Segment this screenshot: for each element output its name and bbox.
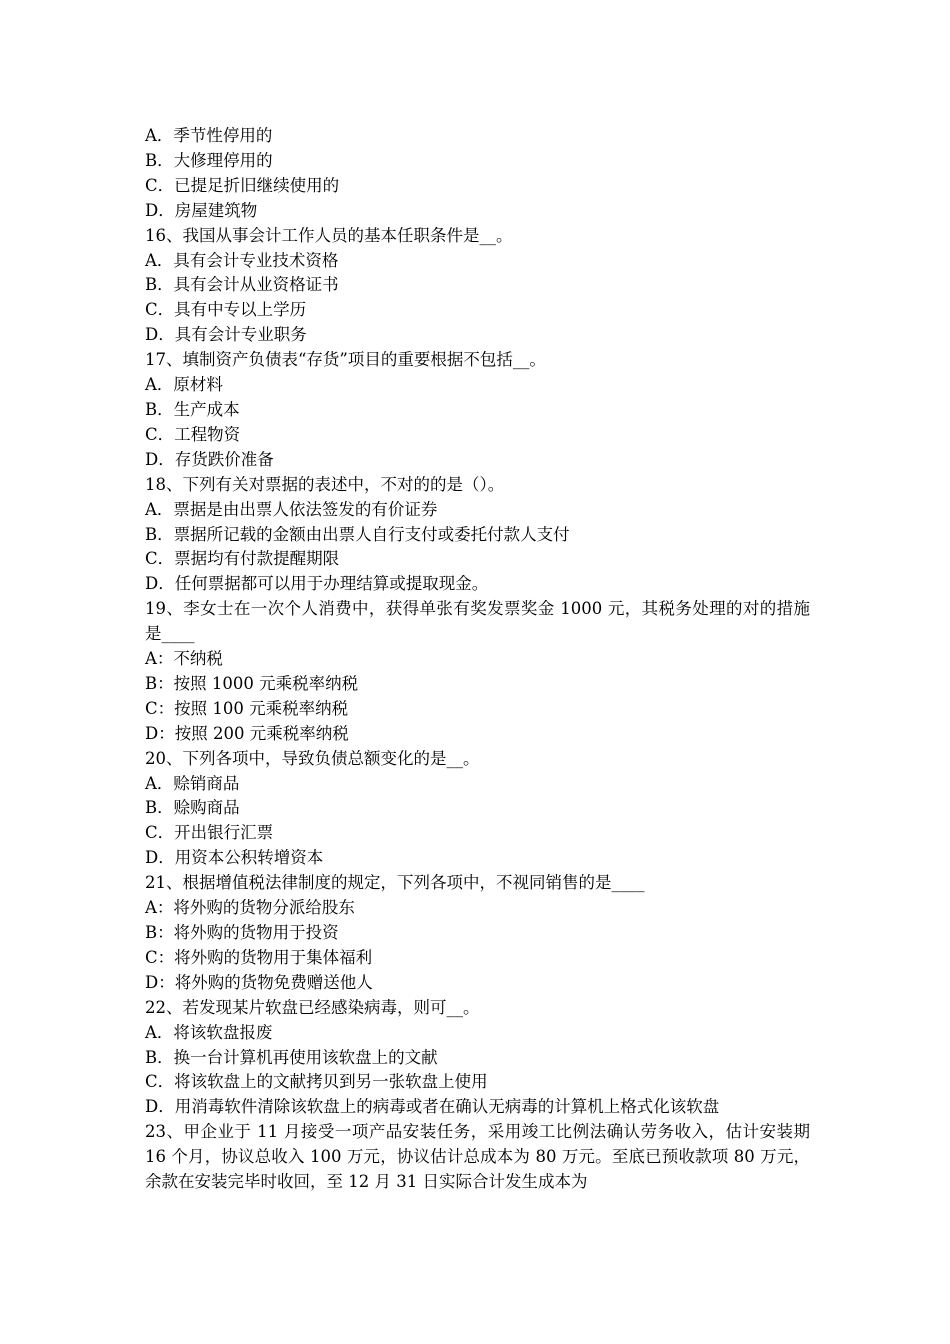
option-line: C．工程物资 (145, 424, 241, 444)
option-line: B．具有会计从业资格证书 (145, 275, 339, 295)
option-line: D．存货跌价准备 (145, 449, 274, 469)
option-line: D：按照 200 元乘税率纳税 (145, 723, 349, 743)
option-line: B：将外购的货物用于投资 (145, 923, 339, 942)
option-line: C．票据均有付款提醒期限 (145, 549, 340, 569)
option-line: A．赊销商品 (145, 773, 240, 793)
option-line: D：将外购的货物免费赠送他人 (145, 972, 373, 992)
option-line: C．已提足折旧继续使用的 (145, 175, 340, 195)
document-body (145, 124, 810, 1195)
option-line: B．大修理停用的 (145, 150, 273, 170)
option-line: A．季节性停用的 (145, 126, 273, 145)
option-line: D．房屋建筑物 (145, 200, 258, 220)
question-22: 22、若发现某片软盘已经感染病毒，则可__。 (145, 997, 480, 1017)
option-line: D．用消毒软件清除该软盘上的病毒或者在确认无病毒的计算机上格式化该软盘 (145, 1097, 720, 1117)
option-line: B．票据所记载的金额由出票人自行支付或委托付款人支付 (145, 524, 570, 544)
question-23: 23、甲企业于 11 月接受一项产品安装任务，采用竣工比例法确认劳务收入，估计安装期 16 个月，协议总收入 100 万元，协议估计总成本为 80 万元。至底已预收款项 80 万元，余款在安装完毕时收回，至 12 月 31 日实际合计发生成本为 (145, 1122, 810, 1192)
option-line: D．用资本公积转增资本 (145, 848, 324, 868)
option-line: D．具有会计专业职务 (145, 325, 307, 345)
option-line: A．将该软盘报废 (145, 1022, 273, 1042)
question-16: 16、我国从事会计工作人员的基本任职条件是__。 (145, 225, 513, 245)
option-line: C．将该软盘上的文献拷贝到另一张软盘上使用 (145, 1072, 488, 1092)
option-line: C．开出银行汇票 (145, 823, 274, 843)
question-18: 18、下列有关对票据的表述中，不对的的是（）。 (145, 474, 505, 494)
question-21: 21、根据增值税法律制度的规定，下列各项中，不视同销售的是____ (145, 873, 645, 893)
option-line: B．赊购商品 (145, 798, 240, 818)
option-line: A：不纳税 (145, 649, 223, 669)
question-20: 20、下列各项中，导致负债总额变化的是__。 (145, 748, 480, 768)
option-line: A．票据是由出票人依法签发的有价证券 (145, 499, 438, 519)
option-line: C：按照 100 元乘税率纳税 (145, 698, 349, 718)
option-line: B．生产成本 (145, 399, 240, 419)
option-line: A．具有会计专业技术资格 (145, 250, 339, 270)
option-line: C．具有中专以上学历 (145, 300, 307, 320)
option-line: A：将外购的货物分派给股东 (145, 898, 355, 918)
option-line: B：按照 1000 元乘税率纳税 (145, 673, 359, 693)
question-17: 17、填制资产负债表“存货”项目的重要根据不包括__。 (145, 350, 546, 370)
option-line: A．原材料 (145, 375, 223, 395)
option-line: C：将外购的货物用于集体福利 (145, 947, 373, 967)
question-19: 19、李女士在一次个人消费中，获得单张有奖发票奖金 1000 元，其税务处理的对的措施是____ (145, 599, 810, 644)
option-line: B．换一台计算机再使用该软盘上的文献 (145, 1047, 438, 1067)
option-line: D．任何票据都可以用于办理结算或提取现金。 (145, 574, 489, 594)
